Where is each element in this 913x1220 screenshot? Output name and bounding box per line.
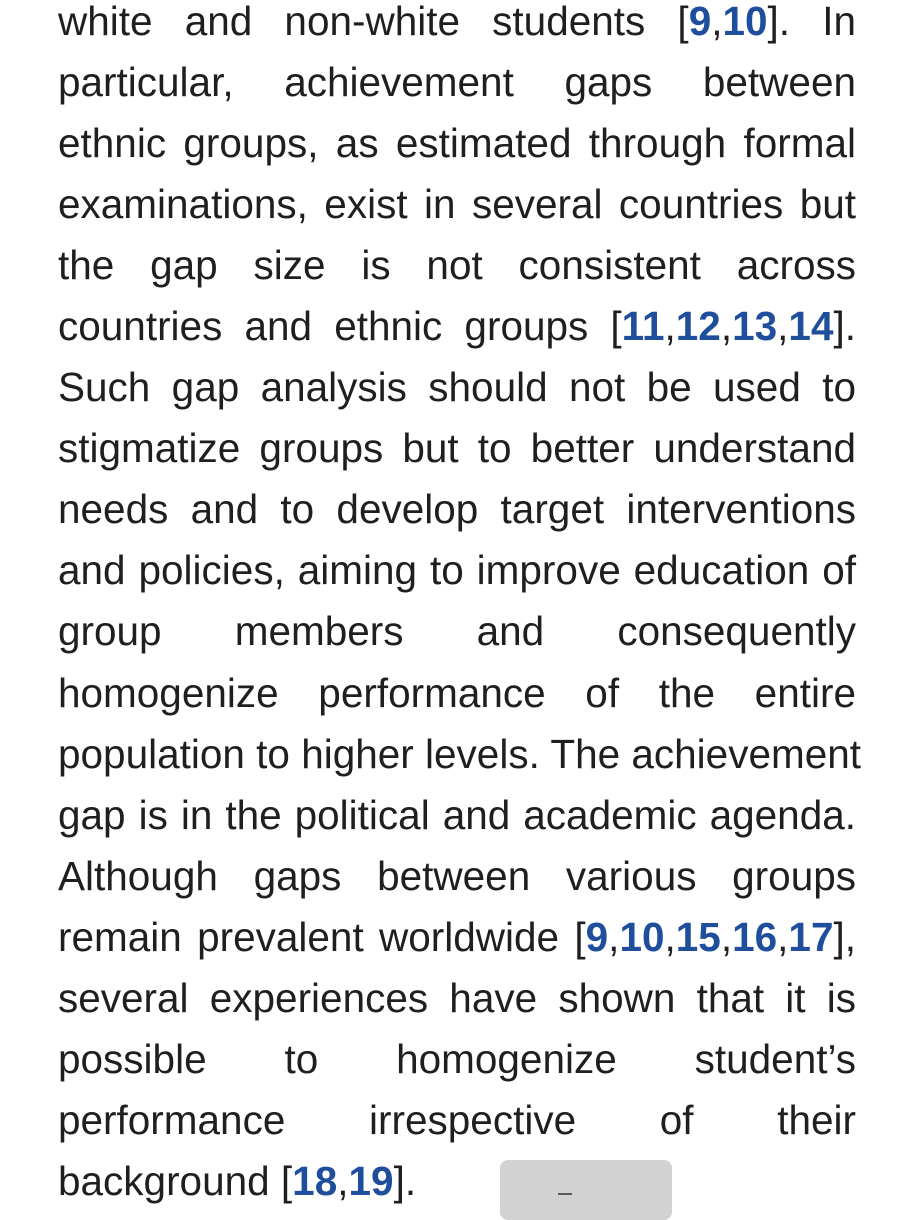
text-segment: ,: [664, 303, 676, 350]
text-segment: possible to homogenize student’s: [58, 1035, 856, 1082]
text-line: [58, 418, 856, 479]
text-line: [58, 846, 856, 907]
text-segment: particular, achievement gaps between: [58, 59, 856, 106]
text-segment: ,: [337, 1157, 349, 1204]
text-segment: several experiences have shown that it is: [58, 974, 856, 1021]
text-line: [58, 357, 856, 418]
text-line: [58, 540, 856, 601]
text-segment: white and non-white students [: [58, 0, 689, 44]
text-segment: and policies, aiming to improve education of: [58, 547, 856, 594]
reference-link[interactable]: 10: [619, 913, 665, 960]
text-segment: ,: [777, 303, 789, 350]
text-line: [58, 663, 856, 724]
text-segment: remain prevalent worldwide [: [58, 913, 586, 960]
text-line: [58, 479, 856, 540]
text-segment: ,: [777, 913, 789, 960]
text-segment: gap is in the political and academic agenda.: [58, 791, 856, 838]
reference-link[interactable]: 12: [675, 303, 721, 350]
text-segment: ,: [664, 913, 676, 960]
text-segment: background [: [58, 1157, 293, 1204]
text-segment: countries and ethnic groups [: [58, 303, 622, 350]
text-segment: needs and to develop target interventions: [58, 486, 856, 533]
text-line: [58, 235, 856, 296]
grip-icon: [558, 1193, 572, 1195]
reference-link[interactable]: 13: [732, 303, 778, 350]
reference-link[interactable]: 9: [585, 913, 609, 960]
text-segment: ,: [608, 913, 620, 960]
text-segment: examinations, exist in several countries but: [58, 181, 856, 228]
text-line: [58, 1029, 856, 1090]
text-line: [58, 1151, 856, 1212]
text-line: [58, 52, 856, 113]
text-line: [58, 296, 856, 357]
reference-link[interactable]: 18: [292, 1157, 338, 1204]
text-segment: ,: [720, 303, 733, 350]
text-line: [58, 601, 856, 662]
text-line: [58, 174, 856, 235]
text-segment: ,: [711, 0, 723, 44]
reference-link[interactable]: 10: [722, 0, 768, 44]
text-segment: performance irrespective of their: [58, 1096, 856, 1143]
reference-link[interactable]: 14: [788, 303, 834, 350]
text-segment: ].: [393, 1157, 417, 1204]
text-segment: population to higher levels. The achievement: [58, 730, 862, 777]
reference-link[interactable]: 17: [788, 913, 834, 960]
reference-link[interactable]: 9: [688, 0, 712, 44]
text-line: [58, 1090, 856, 1151]
text-segment: ].: [833, 303, 856, 350]
text-line: [58, 0, 856, 52]
article-paragraph: [58, 0, 862, 1212]
text-line: [58, 113, 856, 174]
text-segment: Although gaps between various groups: [58, 852, 856, 899]
text-segment: ,: [720, 913, 733, 960]
scroll-handle[interactable]: [500, 1160, 672, 1220]
text-segment: stigmatize groups but to better understand: [58, 425, 856, 472]
text-segment: homogenize performance of the entire: [58, 669, 856, 716]
text-segment: ]. In: [767, 0, 856, 44]
text-segment: ],: [833, 913, 856, 960]
text-line: [58, 785, 856, 846]
text-line: [58, 907, 856, 968]
reference-link[interactable]: 19: [348, 1157, 394, 1204]
reference-link[interactable]: 15: [675, 913, 721, 960]
text-line: [58, 724, 862, 785]
reference-link[interactable]: 11: [621, 303, 665, 350]
reference-link[interactable]: 16: [732, 913, 778, 960]
text-segment: ethnic groups, as estimated through formal: [58, 120, 856, 167]
text-segment: Such gap analysis should not be used to: [58, 364, 856, 411]
text-segment: the gap size is not consistent across: [58, 242, 856, 289]
text-line: [58, 968, 856, 1029]
text-segment: group members and consequently: [58, 608, 856, 655]
